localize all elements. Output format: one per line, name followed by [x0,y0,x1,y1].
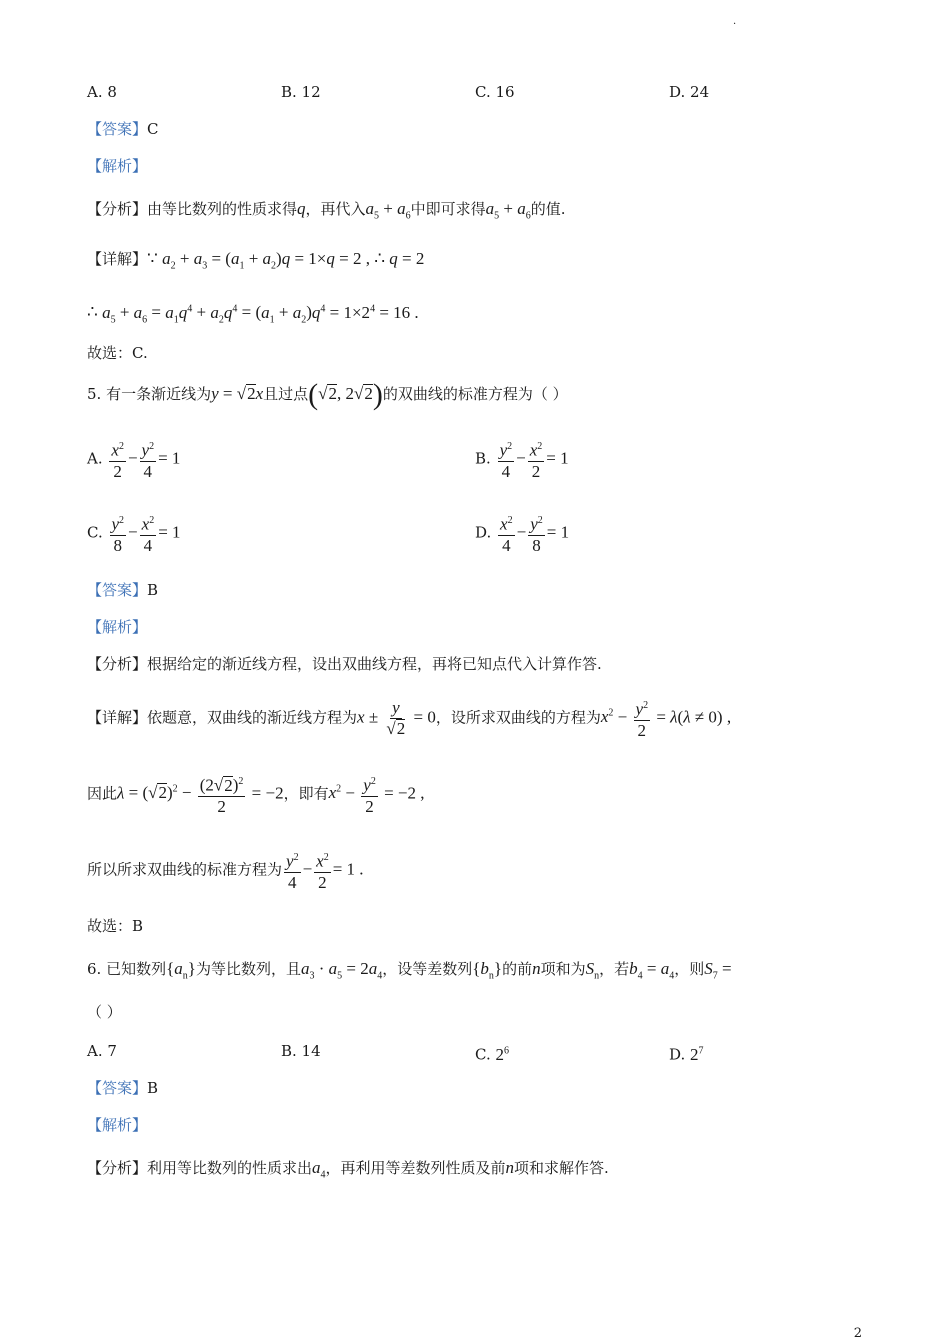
answer-tag: 【答案】 [87,1079,148,1097]
option-label: C. [87,523,103,542]
q5-answer [87,579,158,601]
stem-text: 6. 已知数列 [87,960,167,978]
fenxi-tag: 【分析】 [87,655,148,673]
q6-answer [87,1077,158,1099]
xiangjie-tag: 【详解】 [87,708,148,727]
q4-choose: 故选：C. [87,344,148,362]
header-mark: . [733,16,737,27]
q4-xiangjie-line2: ∴ $a_5 + a_6 = a_1q^4 + a_2q^4 = (a_1 + a_2)q^4 = 1\times 2^4 = 16$ . [87,302,419,326]
q5-option-b: B. $\frac{y^2}{4}$ − $\frac{x^2}{2}$ = 1 [475,437,569,482]
q5-analysis-tag: 【解析】 [87,618,148,636]
q4-option-c: C. 16 [475,83,515,101]
option-label: A. [87,449,103,468]
stem-text: ，设等差数列 [382,960,473,978]
stem-text: ，若 [599,960,630,978]
option-label: D. [669,1045,686,1064]
option-label: C. [475,1045,491,1064]
q5-fenxi [87,653,602,675]
stem-text: 的前 [502,960,533,978]
q4-analysis-tag: 【解析】 [87,157,148,175]
answer-value: B [147,581,159,599]
fenxi-text: 由等比数列的性质求得 [147,200,298,218]
xiangjie-text: 依题意，双曲线的渐近线方程为 [147,708,358,727]
stem-text: 为等比数列，且 [195,960,301,978]
fenxi-text: 的值. [530,200,566,218]
q4-answer [87,118,159,140]
fenxi-text: 项和求解作答. [514,1159,609,1177]
q5-xiangjie-line3: 所以所求双曲线的标准方程为 $\frac{y^2}{4}$ − $\frac{x^2}{2}$ = 1 . [87,848,364,893]
q5-xiangjie: 【详解】依题意，双曲线的渐近线方程为x ± $\frac{y}{√2}$ = 0，设所求双曲线的方程为$x^2$ − $\frac{y^2}{2}$ = λ(λ ≠ 0) , [87,697,732,740]
xiangjie-text: 所以所求双曲线的标准方程为 [87,860,283,879]
stem-text: 且过点 [263,385,309,403]
answer-tag: 【答案】 [87,120,148,138]
q6-stem-paren: （ ） [87,1003,122,1021]
fenxi-tag: 【分析】 [87,1159,148,1177]
answer-tag: 【答案】 [87,581,148,599]
xiangjie-text: ，设所求双曲线的方程为 [435,708,601,727]
fenxi-text: 中即可求得 [410,200,486,218]
answer-value: B [147,1079,159,1097]
stem-text: 的双曲线的标准方程为（ ） [382,385,568,403]
q4-option-d: D. 24 [669,83,710,101]
xiangjie-text: ，即有 [283,784,329,803]
stem-text: ，则 [674,960,705,978]
q6-option-a: A. 7 [87,1042,117,1060]
option-label: D. [475,523,492,542]
page-number: 2 [853,1326,862,1341]
q6-option-c: C. $2^6$ [475,1044,509,1064]
q5-stem: 5. 有一条渐近线为y = √2x且过点(√2, 2√2)的双曲线的标准方程为（ ） [87,378,568,411]
fenxi-text: ，再代入 [305,200,366,218]
q5-choose: 故选：B [87,917,144,935]
q4-option-a: A. 8 [87,83,117,101]
q6-option-d: D. $2^7$ [669,1044,704,1064]
q6-analysis-tag: 【解析】 [87,1116,148,1134]
q6-option-b: B. 14 [281,1042,321,1060]
xiangjie-tag: 【详解】 [87,250,148,268]
stem-text: 项和为 [540,960,586,978]
q5-option-c: C. $\frac{y^2}{8}$ − $\frac{x^2}{4}$ = 1 [87,511,181,556]
fenxi-text: ，再利用等差数列性质及前 [325,1159,506,1177]
fenxi-tag: 【分析】 [87,200,148,218]
option-label: B. [475,449,491,468]
q4-option-b: B. 12 [281,83,321,101]
xiangjie-text: 因此 [87,784,118,803]
q4-fenxi: 【分析】由等比数列的性质求得q，再代入$a_5 + a_6$中即可求得$a_5 + a_6$的值. [87,199,566,222]
q6-fenxi: 【分析】利用等比数列的性质求出$a_4$，再利用等差数列性质及前n项和求解作答. [87,1158,609,1181]
answer-value: C [147,120,159,138]
q5-xiangjie-line2: 因此$\lambda = (√2)^2$ − $\frac{(2√2)^2}{2}$ = −2，即有$x^2$ − $\frac{y^2}{2}$ = −2 , [87,772,425,817]
q5-option-d: D. $\frac{x^2}{4}$ − $\frac{y^2}{8}$ = 1 [475,511,569,556]
q5-option-a: A. $\frac{x^2}{2}$ − $\frac{y^2}{4}$ = 1 [87,437,180,482]
q6-stem: 6. 已知数列$\{a_n\}$为等比数列，且$a_3 \cdot a_5 = 2a_4$，设等差数列$\{b_n\}$的前n项和为$S_n$，若$b_4 = a_4$，则$S_7$ = [87,959,732,982]
stem-text: 5. 有一条渐近线为 [87,385,212,403]
fenxi-text: 根据给定的渐近线方程，设出双曲线方程，再将已知点代入计算作答. [147,655,602,673]
q4-xiangjie: 【详解】∵ $a_2 + a_3 = (a_1 + a_2)q = 1\times q = 2$ , ∴ q = 2 [87,249,425,272]
fenxi-text: 利用等比数列的性质求出 [147,1159,313,1177]
